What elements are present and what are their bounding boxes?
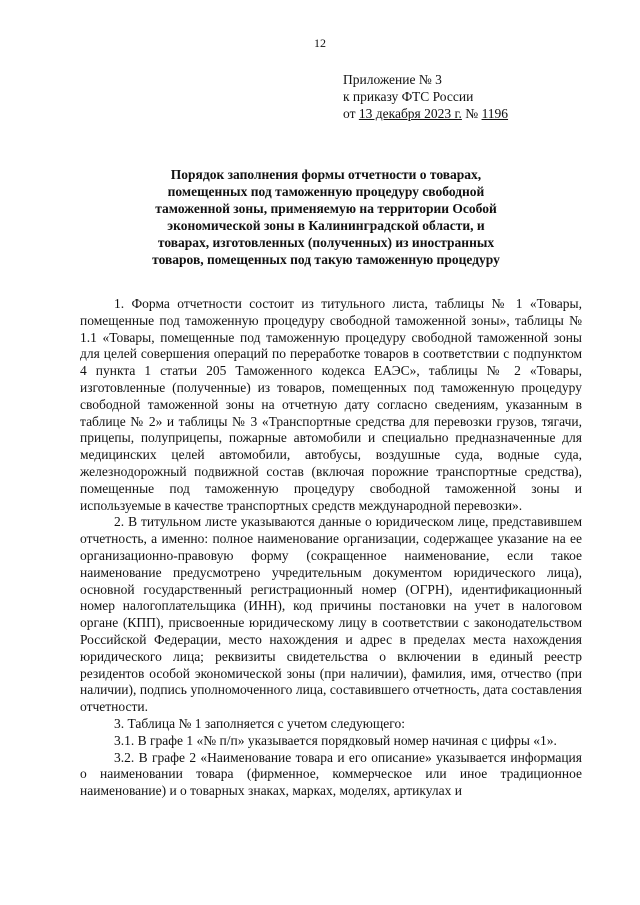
- paragraph-2: 2. В титульном листе указываются данные о юридическом лице, представившем отчетность, а именно: полное наименование организации, содержащее указание на ее организационно-правовую форму (сокращенное наименование, если такое наименование предусмотрено учредительным документом юридического лица), основной государственный регистрационный номер (ОГРН), идентификационный номер налогоплательщика (ИНН), код причины постановки на учет в налоговом органе (КПП), присвоенные юридическому лицу в соответствии с законодательством Российской Федерации, место нахождения и адрес в пределах места нахождения юридического лица; реквизиты свидетельства о включении в единый реестр резидентов особой экономической зоны (при наличии), фамилия, имя, отчество (при наличии), подпись уполномоченного лица, составившего отчетность, дата составления отчетности.: [80, 514, 582, 715]
- paragraph-1: 1. Форма отчетности состоит из титульного листа, таблицы № 1 «Товары, помещенные под таможенную процедуру свободной таможенной зоны», таблицы № 1.1 «Товары, помещенные под таможенную процедуру свободной таможенной зоны для целей совершения операций по переработке товаров в соответствии с подпунктом 4 пункта 1 статьи 205 Таможенного кодекса ЕАЭС», таблицы № 2 «Товары, изготовленные (полученные) из товаров, помещенных под таможенную процедуру свободной таможенной зоны на отчетную дату согласно сведениям, указанным в таблице № 2» и таблицы № 3 «Транспортные средства для перевозки грузов, тягачи, прицепы, полуприцепы, пожарные автомобили и специально предназначенные для медицинских целей автомобили, автобусы, воздушные суда, водные суда, железнодорожный подвижной состав (включая порожние транспортные средства), помещенные под таможенную процедуру свободной таможенной зоны и используемые в качестве транспортных средств международной перевозки».: [80, 296, 582, 513]
- paragraph-3-1: 3.1. В графе 1 «№ п/п» указывается порядковый номер начиная с цифры «1».: [114, 732, 557, 748]
- order-date: 13 декабря 2023 г.: [358, 106, 462, 121]
- annex-line-1: Приложение № 3: [343, 72, 442, 87]
- annex-header: [343, 71, 508, 122]
- order-number: 1196: [481, 106, 509, 121]
- document-body: [80, 296, 582, 800]
- annex-number-prefix: №: [461, 106, 482, 121]
- paragraph-3: 3. Таблица № 1 заполняется с учетом следующего:: [114, 715, 405, 731]
- annex-line-3: [343, 105, 508, 122]
- document-title: Порядок заполнения формы отчетности о товарах, помещенных под таможенную процедуру свободной таможенной зоны, применяемую на территории Особой экономической зоны в Калининградской области, и товарах, изготовленных (полученных) из иностранных товаров, помещенных под такую таможенную процедуру: [152, 167, 500, 267]
- paragraph-3-2: 3.2. В графе 2 «Наименование товара и его описание» указывается информация о наименовании товара (фирменное, коммерческое или иное традиционное наименование) и о товарных знаках, марках, моделях, артикулах и: [80, 749, 582, 799]
- annex-line-2: к приказу ФТС России: [343, 89, 474, 104]
- page-number: 12: [314, 36, 326, 50]
- annex-date-prefix: от: [343, 106, 359, 121]
